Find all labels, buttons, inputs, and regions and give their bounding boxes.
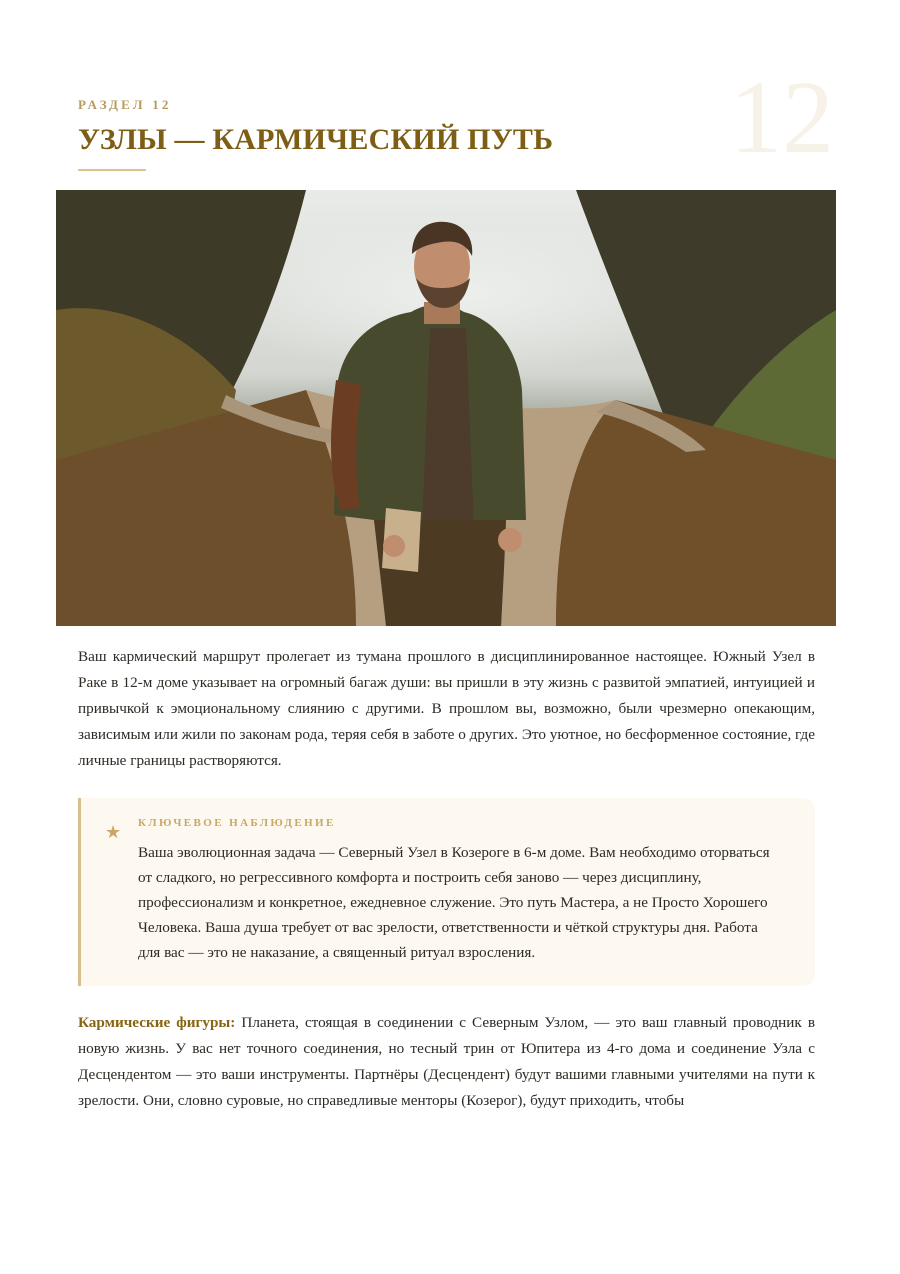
section-kicker: РАЗДЕЛ 12 bbox=[78, 97, 172, 112]
section-title: УЗЛЫ — КАРМИЧЕСКИЙ ПУТЬ bbox=[78, 123, 554, 156]
section-number-watermark: 12 bbox=[730, 60, 834, 175]
intro-paragraph: Ваш кармический маршрут пролегает из тумана прошлого в дисциплинированное настоящее. Южный Узел в Раке в 12-м доме указывает на огромный багаж души: вы пришли в эту жизнь с развитой эмпатией, интуицией и привычкой к эмоциональному слиянию с другими. В прошлом вы, возможно, были чрезмерно опекающим, зависимым или жили по законам рода, теряя себя в заботе о других. Это уютное, но бесформенное состояние, где личные границы растворяются. bbox=[78, 648, 815, 769]
karmic-figures-text: Планета, стоящая в соединении с Северным Узлом, — это ваш главный проводник в новую жизнь. У вас нет точного соединения, но тесный трин от Юпитера из 4-го дома и соединение Узла с Десцендентом — это ваши инструменты. Партнёры (Десцендент) будут вашими главными учителями на пути к зрелости. Они, словно суровые, но справедливые менторы (Козерог), будут приходить, чтобы bbox=[78, 1014, 816, 1109]
key-observation-callout bbox=[78, 798, 815, 986]
star-icon: ★ bbox=[105, 822, 122, 842]
karmic-figures-paragraph bbox=[78, 1010, 815, 1114]
callout-label: КЛЮЧЕВОЕ НАБЛЮДЕНИЕ bbox=[138, 817, 336, 829]
hero-photo bbox=[56, 190, 836, 626]
karmic-figures-label: Кармические фигуры: bbox=[78, 1014, 236, 1031]
callout-text: Ваша эволюционная задача — Северный Узел в Козероге в 6-м доме. Вам необходимо оторваться от сладкого, но регрессивного комфорта и построить себя заново — через дисциплину, профессионализм и конкретное, ежедневное служение. Это путь Мастера, а не Просто Хорошего Человека. Ваша душа требует от вас зрелости, ответственности и чёткой структуры дня. Работа для вас — это не наказание, а священный ритуал взросления. bbox=[138, 844, 770, 961]
title-underline bbox=[78, 169, 146, 171]
